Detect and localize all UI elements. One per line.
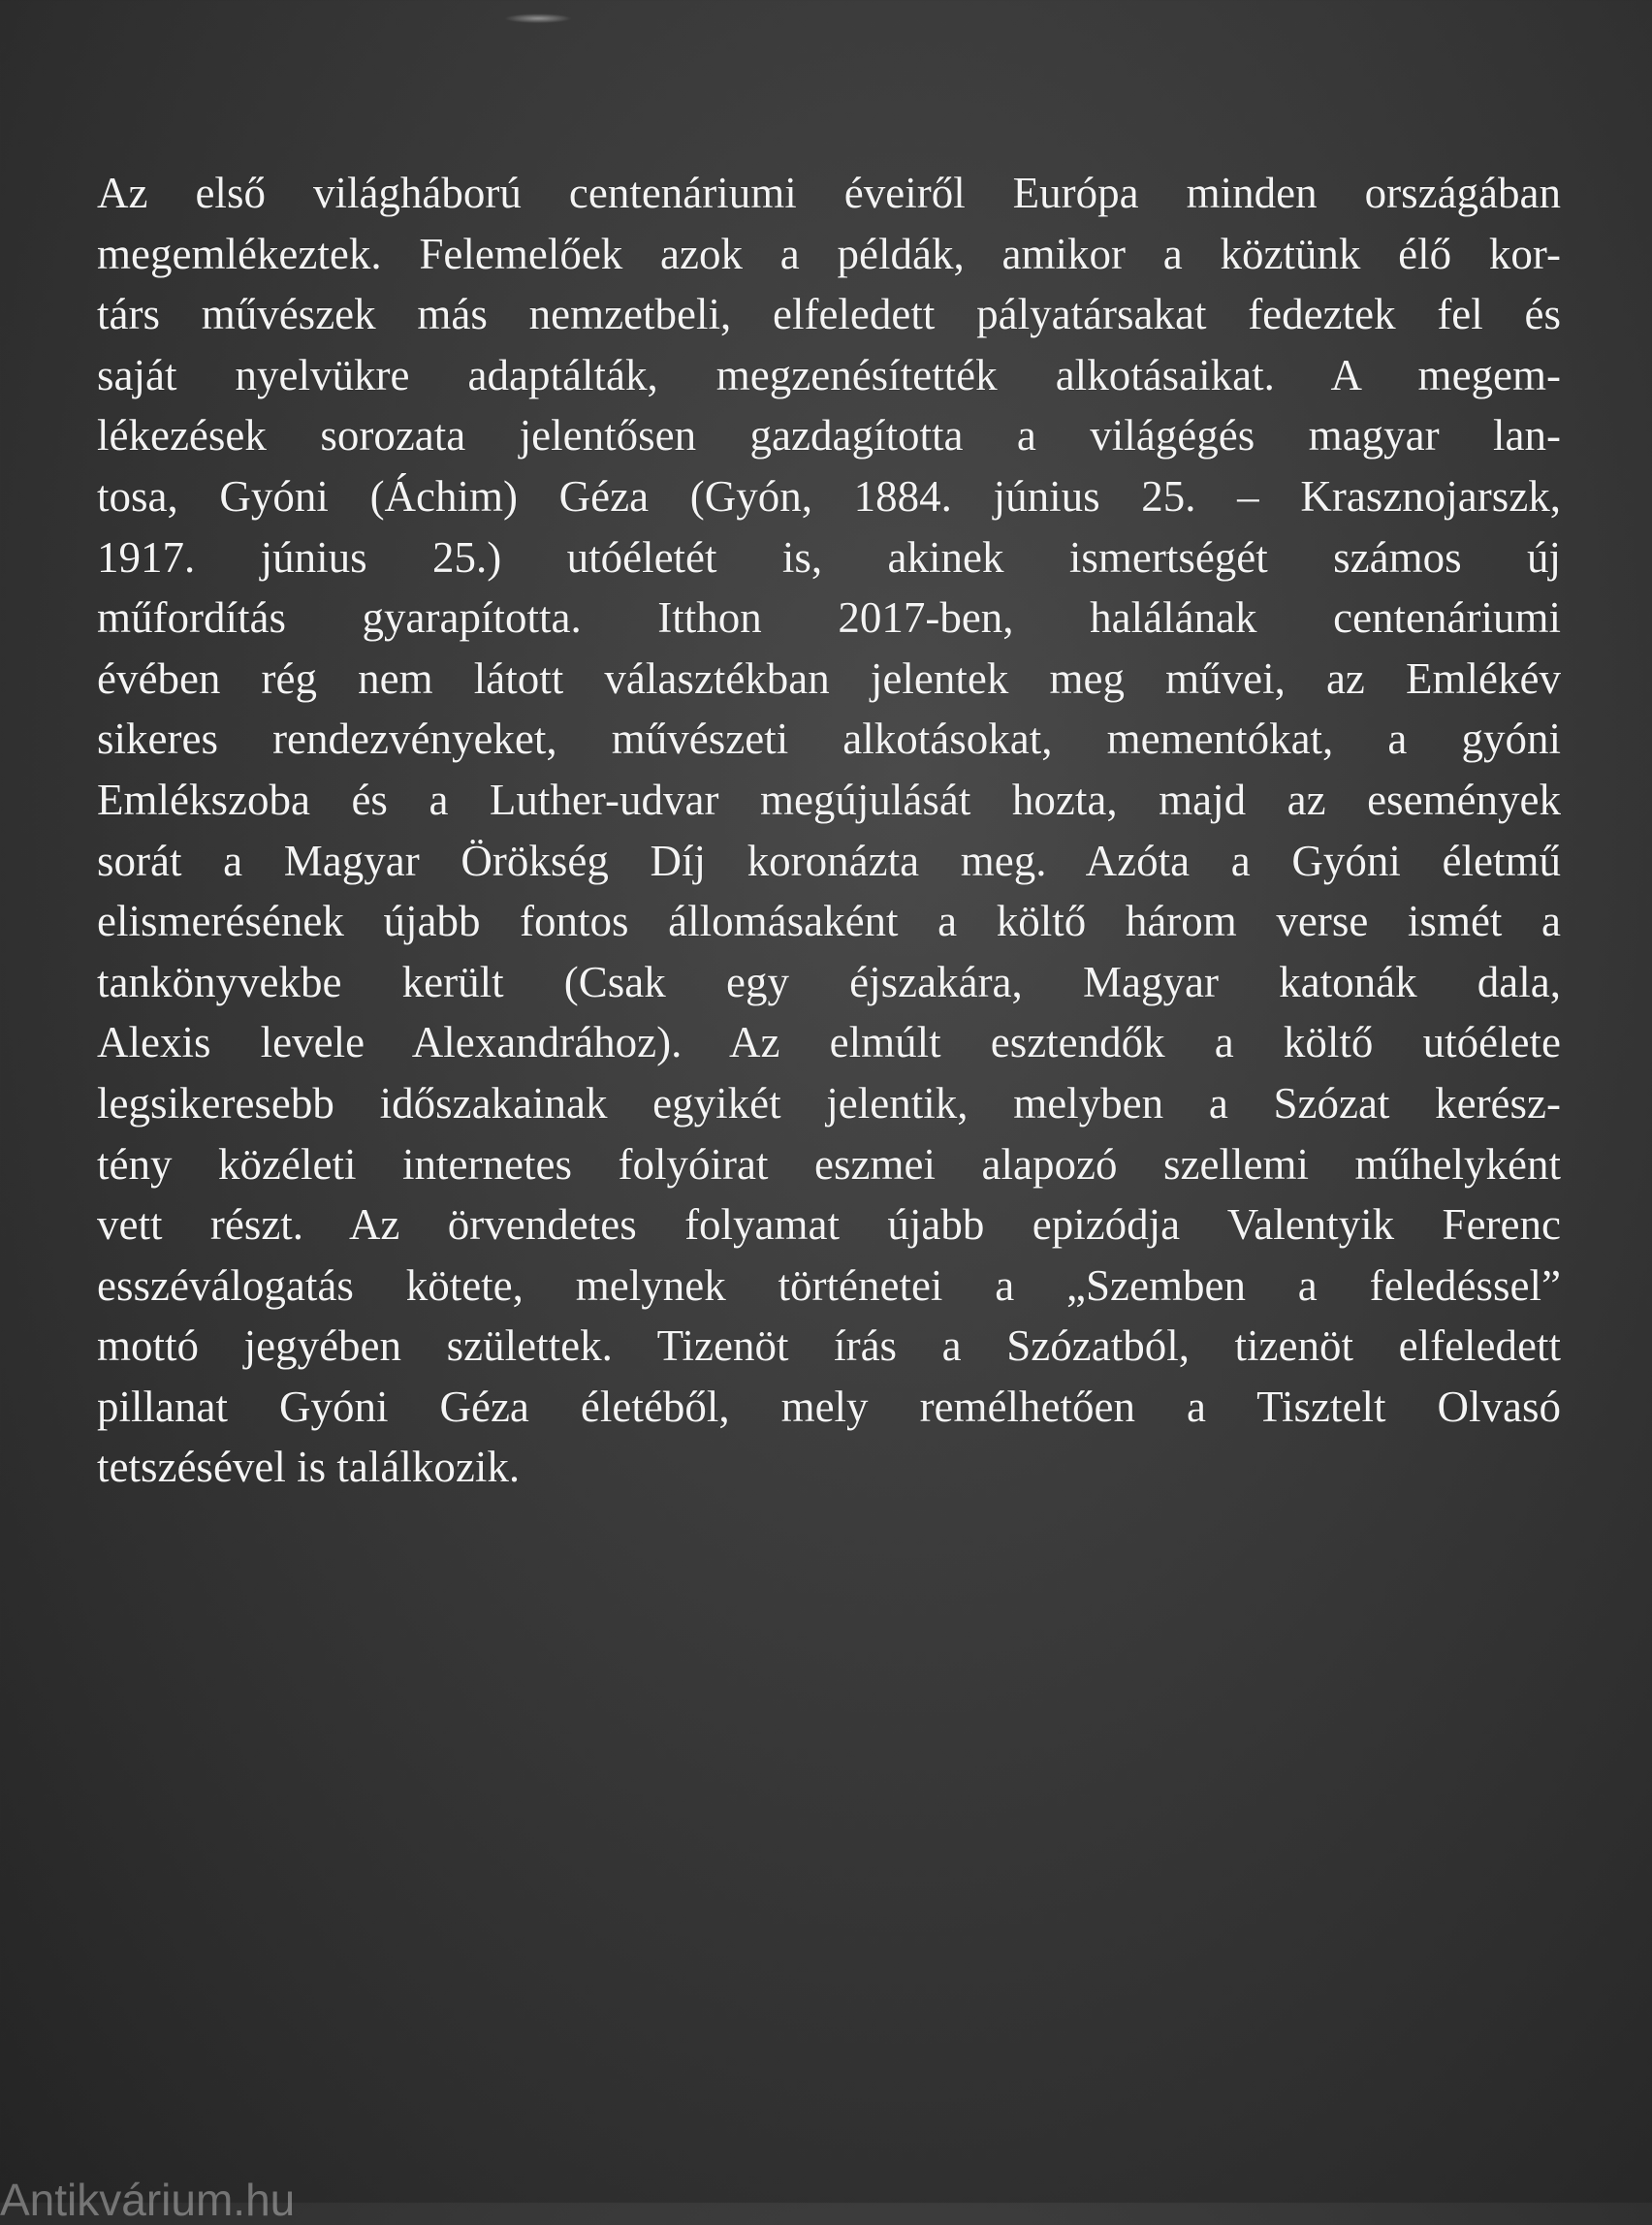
- blurb-line: műfordítás gyarapította. Itthon 2017-ben, halálának centenáriumi: [97, 593, 1561, 643]
- blurb-line: legsikeresebb időszakainak egyikét jelentik, melyben a Szózat kerész-: [97, 1078, 1561, 1128]
- blurb-line: saját nyelvükre adaptálták, megzenésítették alkotásaikat. A megem-: [97, 350, 1561, 399]
- blurb-paragraph: [97, 163, 1561, 1498]
- blurb-line: társ művészek más nemzetbeli, elfeledett pályatársakat fedeztek fel és: [97, 290, 1561, 339]
- blurb-line: sorát a Magyar Örökség Díj koronázta meg. Azóta a Gyóni életmű: [97, 836, 1561, 885]
- blurb-line: Emlékszoba és a Luther-udvar megújulását hozta, majd az események: [97, 775, 1561, 824]
- blurb-line: Alexis levele Alexandrához). Az elmúlt esztendők a költő utóélete: [97, 1018, 1561, 1067]
- blurb-line-last: tetszésével is találkozik.: [97, 1443, 521, 1492]
- blurb-line: Az első világháború centenáriumi éveiről Európa minden országában: [97, 169, 1561, 217]
- dust-speck: [504, 14, 572, 23]
- blurb-line: elismerésének újabb fontos állomásaként a költő három verse ismét a: [97, 897, 1561, 946]
- blurb-line: mottó jegyében születtek. Tizenöt írás a Szózatból, tizenöt elfeledett: [97, 1321, 1561, 1371]
- blurb-line: tény közéleti internetes folyóirat eszmei alapozó szellemi műhelyként: [97, 1139, 1561, 1189]
- blurb-line: tankönyvekbe került (Csak egy éjszakára, Magyar katonák dala,: [97, 957, 1561, 1006]
- blurb-line: pillanat Gyóni Géza életéből, mely remélhetően a Tisztelt Olvasó: [97, 1382, 1561, 1431]
- blurb-line: lékezések sorozata jelentősen gazdagította a világégés magyar lan-: [97, 411, 1561, 461]
- blurb-line: tosa, Gyóni (Áchim) Géza (Gyón, 1884. június 25. – Krasznojarszk,: [97, 471, 1561, 521]
- blurb-line: megemlékeztek. Felemelőek azok a példák, amikor a köztünk élő kor-: [97, 229, 1561, 278]
- blurb-line: vett részt. Az örvendetes folyamat újabb epizódja Valentyik Ferenc: [97, 1200, 1561, 1250]
- blurb-line: sikeres rendezvényeket, művészeti alkotásokat, mementókat, a gyóni: [97, 715, 1561, 764]
- blurb-line: évében rég nem látott választékban jelentek meg művei, az Emlékév: [97, 653, 1561, 703]
- watermark-text: Antikvárium.hu: [0, 2175, 296, 2225]
- blurb-line: esszéválogatás kötete, melynek történetei a „Szemben a feledéssel”: [97, 1260, 1561, 1310]
- blurb-line: 1917. június 25.) utóéletét is, akinek ismertségét számos új: [97, 532, 1561, 582]
